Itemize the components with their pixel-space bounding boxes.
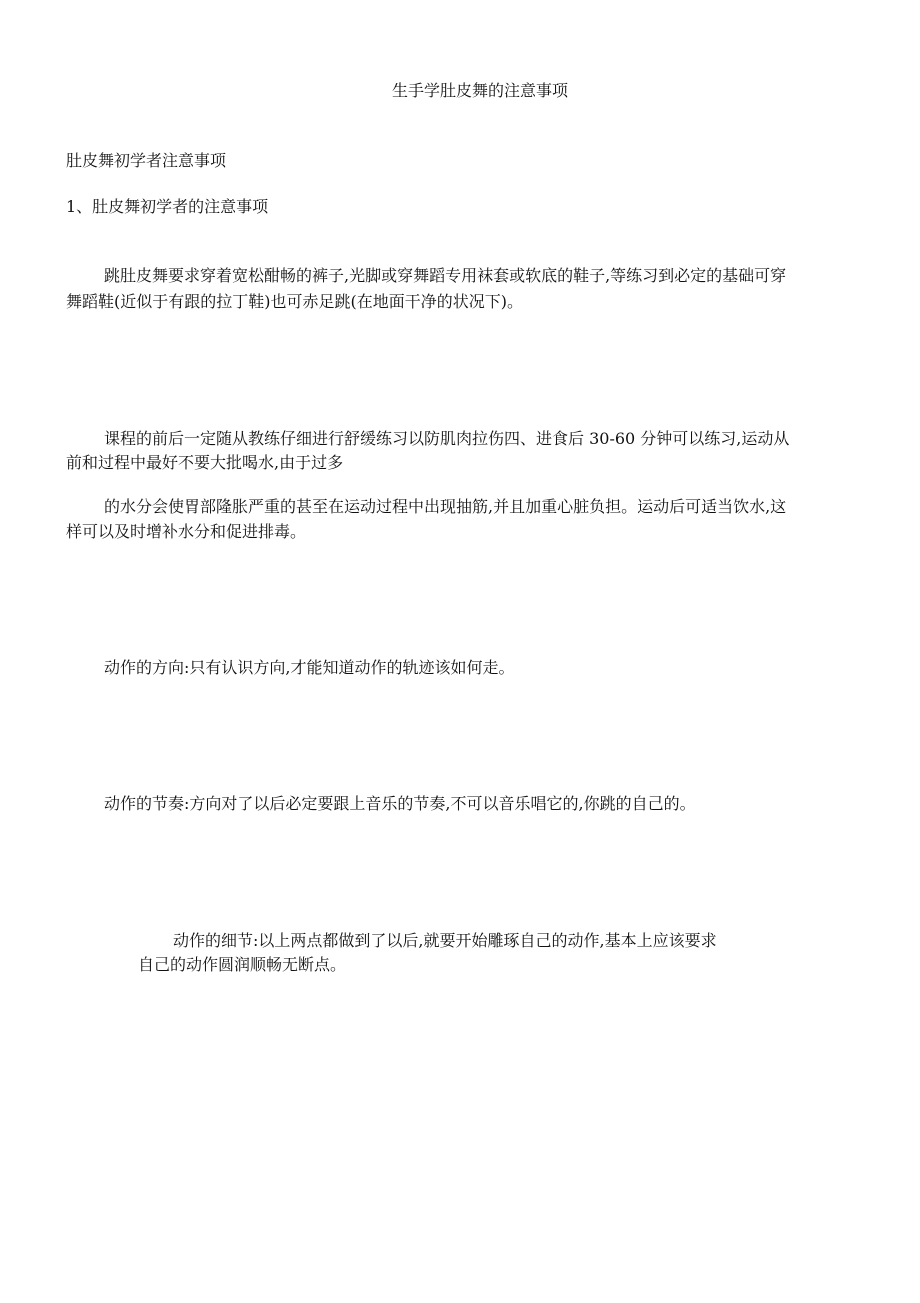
subsection-heading: 1、肚皮舞初学者的注意事项 [66, 197, 269, 216]
paragraph-5: 动作的节奏:方向对了以后必定要跟上音乐的节奏,不可以音乐唱它的,你跳的自己的。 [104, 794, 696, 813]
paragraph-1-line-1: 跳肚皮舞要求穿着宽松酣畅的裤子,光脚或穿舞蹈专用袜套或软底的鞋子,等练习到必定的基础可穿 [104, 266, 787, 285]
paragraph-2-line-1: 课程的前后一定随从教练仔细进行舒缓练习以防肌肉拉伤四、进食后 30-60 分钟可以练习,运动从 [104, 429, 790, 448]
paragraph-6-line-2: 自己的动作圆润顺畅无断点。 [138, 955, 347, 974]
paragraph-1-line-2: 舞蹈鞋(近似于有跟的拉丁鞋)也可赤足跳(在地面干净的状况下)。 [66, 292, 523, 311]
paragraph-2-line-2: 前和过程中最好不要大批喝水,由于过多 [66, 453, 344, 472]
paragraph-6-line-1: 动作的细节:以上两点都做到了以后,就要开始雕琢自己的动作,基本上应该要求 [173, 931, 717, 950]
document-title: 生手学肚皮舞的注意事项 [391, 81, 568, 100]
paragraph-3-line-1: 的水分会使胃部隆胀严重的甚至在运动过程中出现抽筋,并且加重心脏负担。运动后可适当饮水,这 [104, 497, 787, 516]
paragraph-4: 动作的方向:只有认识方向,才能知道动作的轨迹该如何走。 [104, 658, 515, 677]
paragraph-3-line-2: 样可以及时增补水分和促进排毒。 [66, 522, 307, 541]
section-heading: 肚皮舞初学者注意事项 [66, 151, 227, 170]
